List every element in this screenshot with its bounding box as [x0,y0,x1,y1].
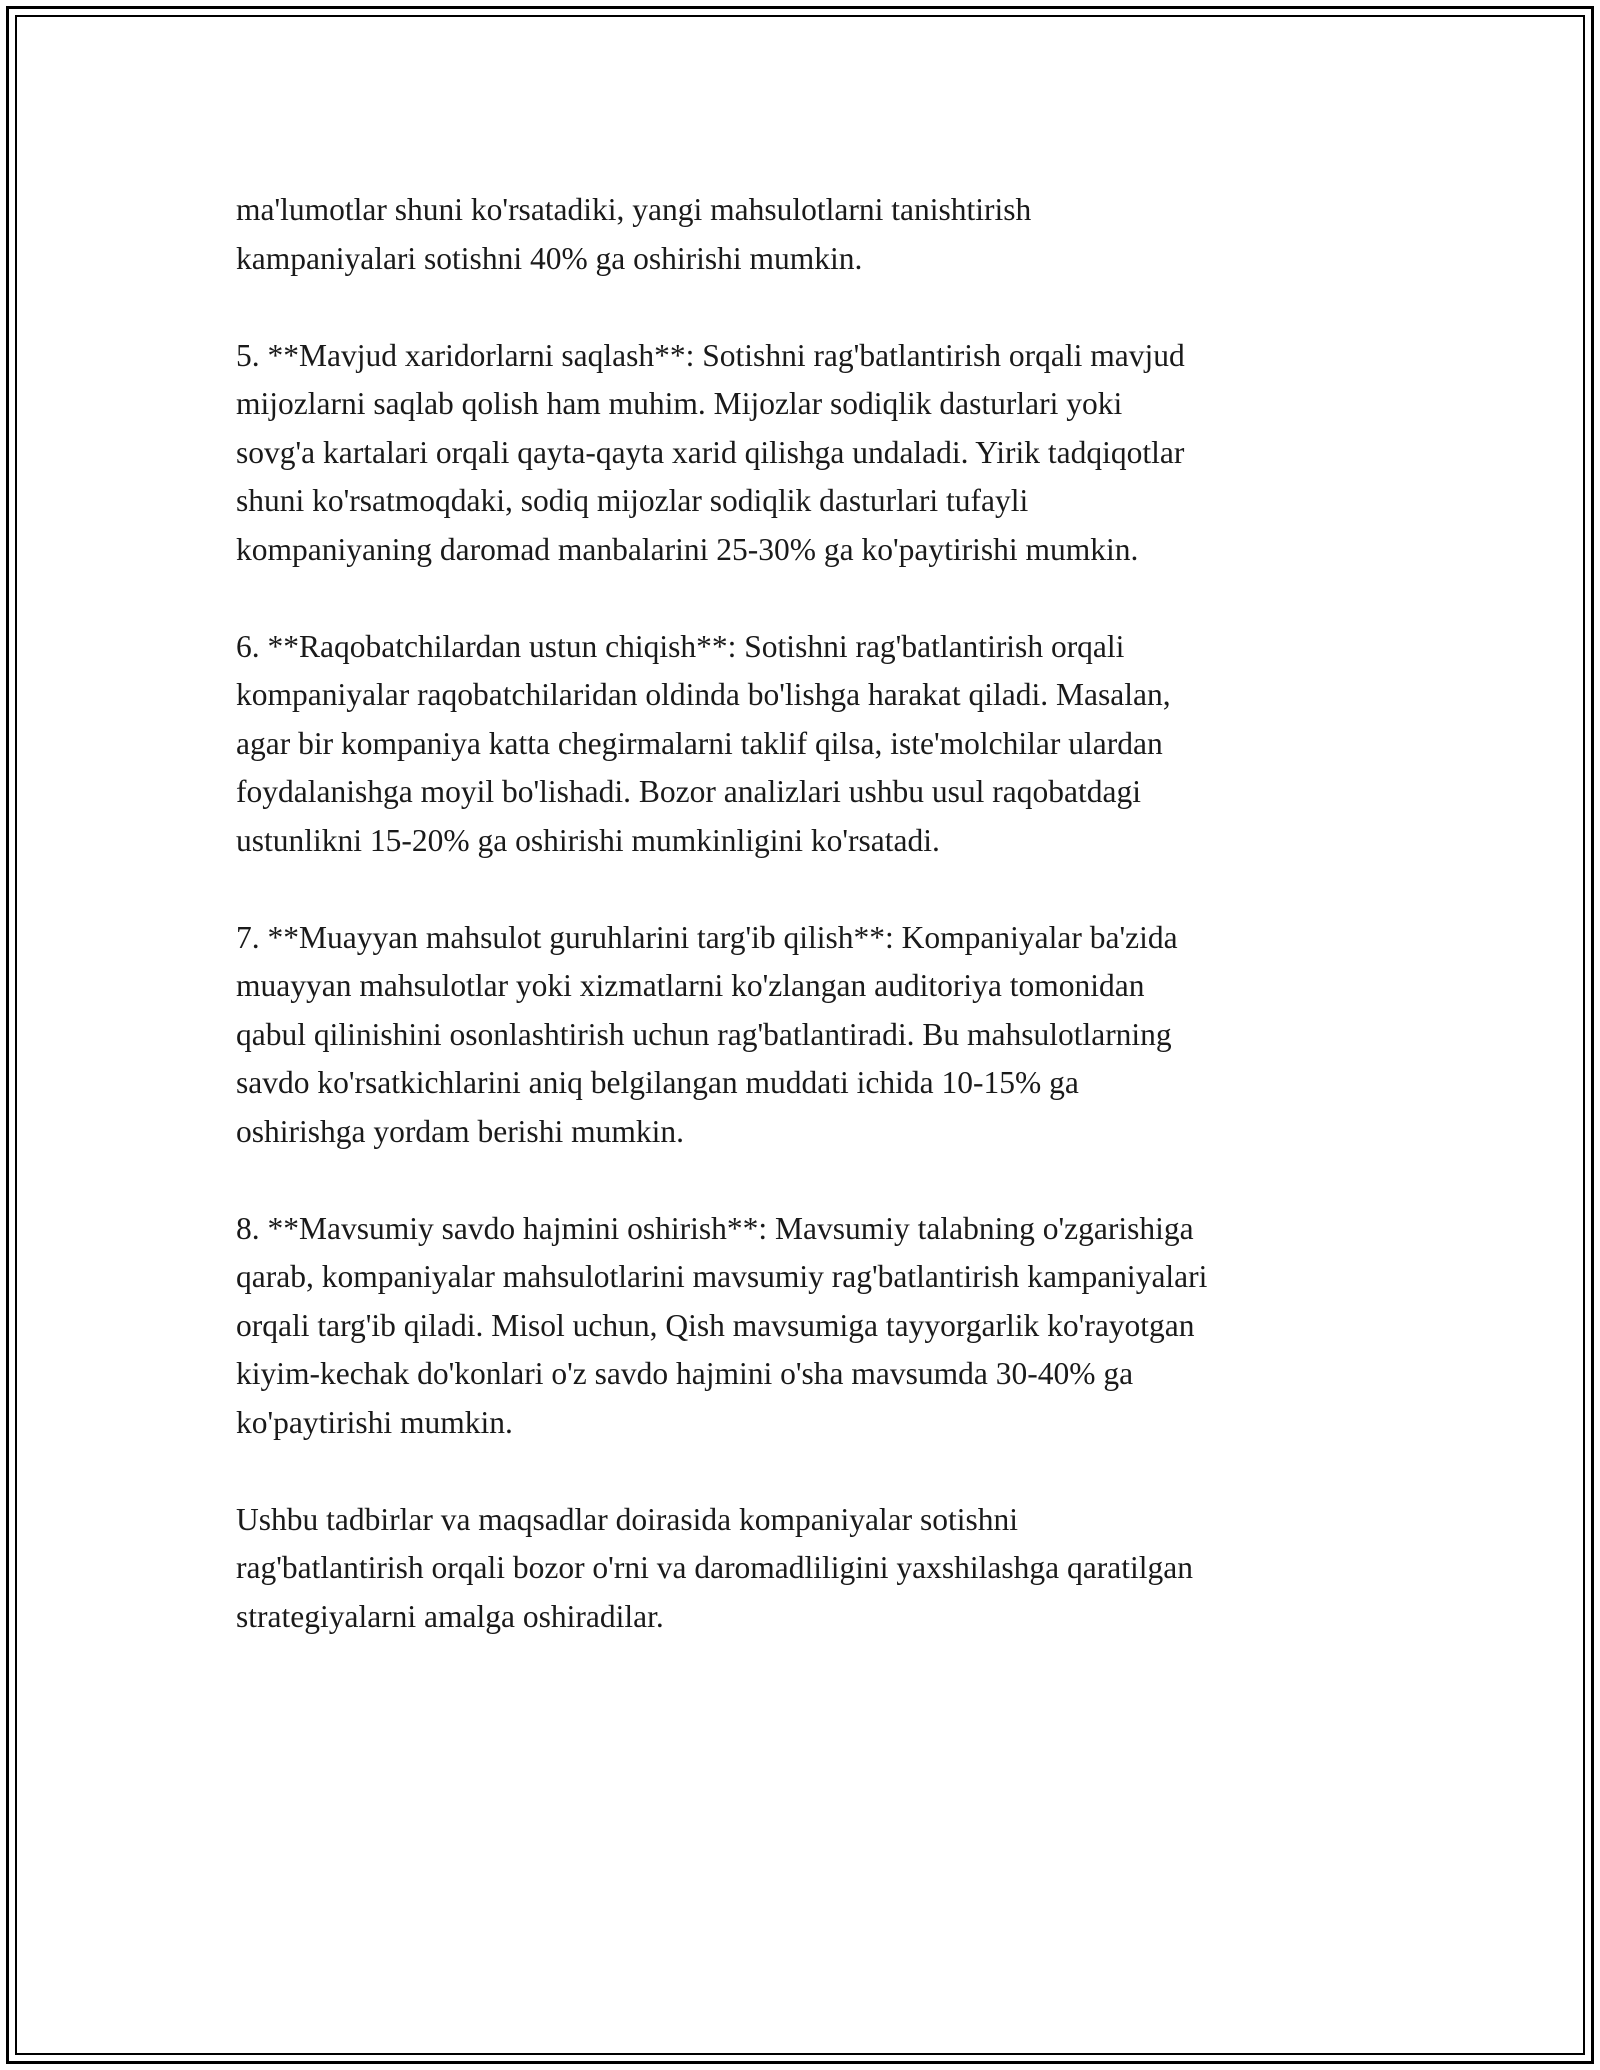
paragraph-item-8: 8. **Mavsumiy savdo hajmini oshirish**: Mavsumiy talabning o'zgarishiga qarab, kompaniyalar mahsulotlarini mavsumiy rag'batlantirish kampaniyalari orqali targ'ib qiladi. Misol uchun, Qish mavsumiga tayyorgarlik ko'rayotgan kiyim-kechak do'konlari o'z savdo hajmini o'sha mavsumda 30-40% ga ko'paytirishi mumkin. [236,1210,1208,1440]
paragraph-intro-continuation: ma'lumotlar shuni ko'rsatadiki, yangi mahsulotlarni tanishtirish kampaniyalari sotishni 40% ga oshirishi mumkin. [236,192,1032,276]
paragraph-item-5: 5. **Mavjud xaridorlarni saqlash**: Sotishni rag'batlantirish orqali mavjud mijozlarni saqlab qolish ham muhim. Mijozlar sodiqlik dasturlari yoki sovg'a kartalari orqali qayta-qayta xarid qilishga undaladi. Yirik tadqiqotlar shuni ko'rsatmoqdaki, sodiq mijozlar sodiqlik dasturlari tufayli kompaniyaning daromad manbalarini 25-30% ga ko'paytirishi mumkin. [236,337,1185,567]
paragraph-item-7: 7. **Muayyan mahsulot guruhlarini targ'ib qilish**: Kompaniyalar ba'zida muayyan mahsulotlar yoki xizmatlarni ko'zlangan auditoriya tomonidan qabul qilinishini osonlashtirish uchun rag'batlantiradi. Bu mahsulotlarning savdo ko'rsatkichlarini aniq belgilangan muddati ichida 10-15% ga oshirishga yordam berishi mumkin. [236,919,1178,1149]
paragraph-conclusion: Ushbu tadbirlar va maqsadlar doirasida kompaniyalar sotishni rag'batlantirish orqali bozor o'rni va daromadliligini yaxshilashga qaratilgan strategiyalarni amalga oshiradilar. [236,1501,1193,1634]
paragraph-item-6: 6. **Raqobatchilardan ustun chiqish**: Sotishni rag'batlantirish orqali kompaniyalar raqobatchilaridan oldinda bo'lishga harakat qiladi. Masalan, agar bir kompaniya katta chegirmalarni taklif qilsa, iste'molchilar ulardan foydalanishga moyil bo'lishadi. Bozor analizlari ushbu usul raqobatdagi ustunlikni 15-20% ga oshirishi mumkinligini ko'rsatadi. [236,628,1171,858]
document-body [236,186,1396,1690]
